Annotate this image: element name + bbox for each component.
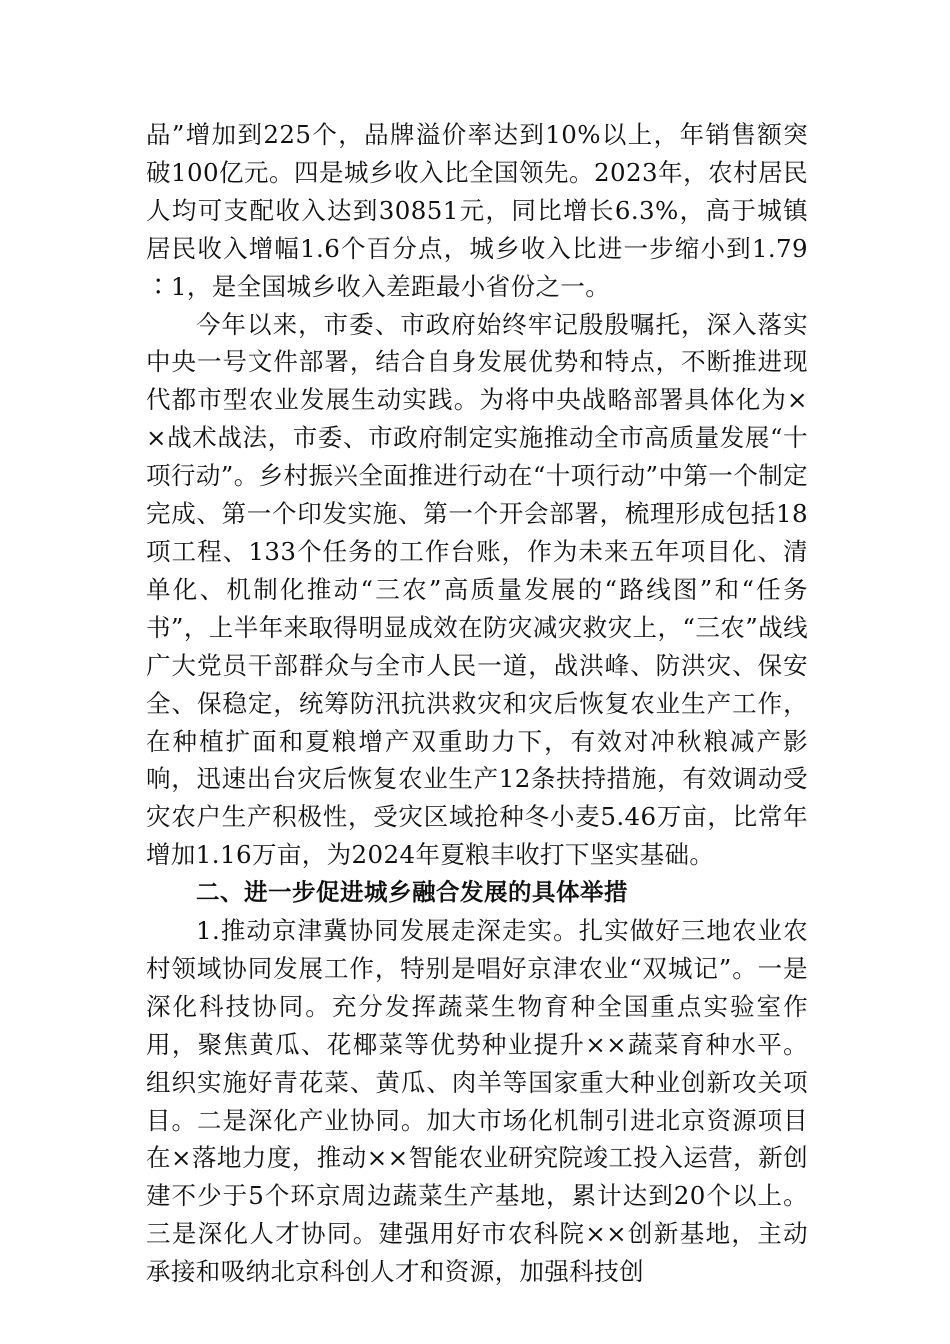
document-body bbox=[146, 116, 808, 1291]
paragraph-jingjinji-coordination: 1.推动京津冀协同发展走深走实。扎实做好三地农业农村领域协同发展工作，特别是唱好京津农业“双城记”。一是深化科技协同。充分发挥蔬菜生物育种全国重点实验室作用，聚焦黄瓜、花椰菜等优势种业提升××蔬菜育种水平。组织实施好青花菜、黄瓜、肉羊等国家重大种业创新攻关项目。二是深化产业协同。加大市场化机制引进北京资源项目在×落地力度，推动××智能农业研究院竣工投入运营，新创建不少于5个环京周边蔬菜生产基地，累计达到20个以上。三是深化人才协同。建强用好市农科院××创新基地，主动承接和吸纳北京科创人才和资源，加强科技创 bbox=[146, 916, 808, 1287]
section-heading: 二、进一步促进城乡融合发展的具体举措 bbox=[196, 878, 628, 907]
paragraph-ten-actions: 今年以来，市委、市政府始终牢记殷殷嘱托，深入落实中央一号文件部署，结合自身发展优势和特点，不断推进现代都市型农业发展生动实践。为将中央战略部署具体化为××战术战法，市委、市政府制定实施推动全市高质量发展“十项行动”。乡村振兴全面推进行动在“十项行动”中第一个制定完成、第一个印发实施、第一个开会部署，梳理形成包括18项工程、133个任务的工作台账，作为未来五年项目化、清单化、机制化推动“三农”高质量发展的“路线图”和“任务书”，上半年来取得明显成效在防灾减灾救灾上，“三农”战线广大党员干部群众与全市人民一道，战洪峰、防洪灾、保安全、保稳定，统筹防汛抗洪救灾和灾后恢复农业生产工作，在种植扩面和夏粮增产双重助力下，有效对冲秋粮减产影响，迅速出台灾后恢复农业生产12条扶持措施，有效调动受灾农户生产积极性，受灾区域抢种冬小麦5.46万亩，比常年增加1.16万亩，为2024年夏粮丰收打下坚实基础。 bbox=[146, 309, 808, 870]
paragraph-income-summary: 品”增加到225个，品牌溢价率达到10%以上，年销售额突破100亿元。四是城乡收入比全国领先。2023年，农村居民人均可支配收入达到30851元，同比增长6.3%，高于城镇居民收入增幅1.6个百分点，城乡收入比进一步缩小到1.79∶1，是全国城乡收入差距最小省份之一。 bbox=[146, 120, 808, 301]
